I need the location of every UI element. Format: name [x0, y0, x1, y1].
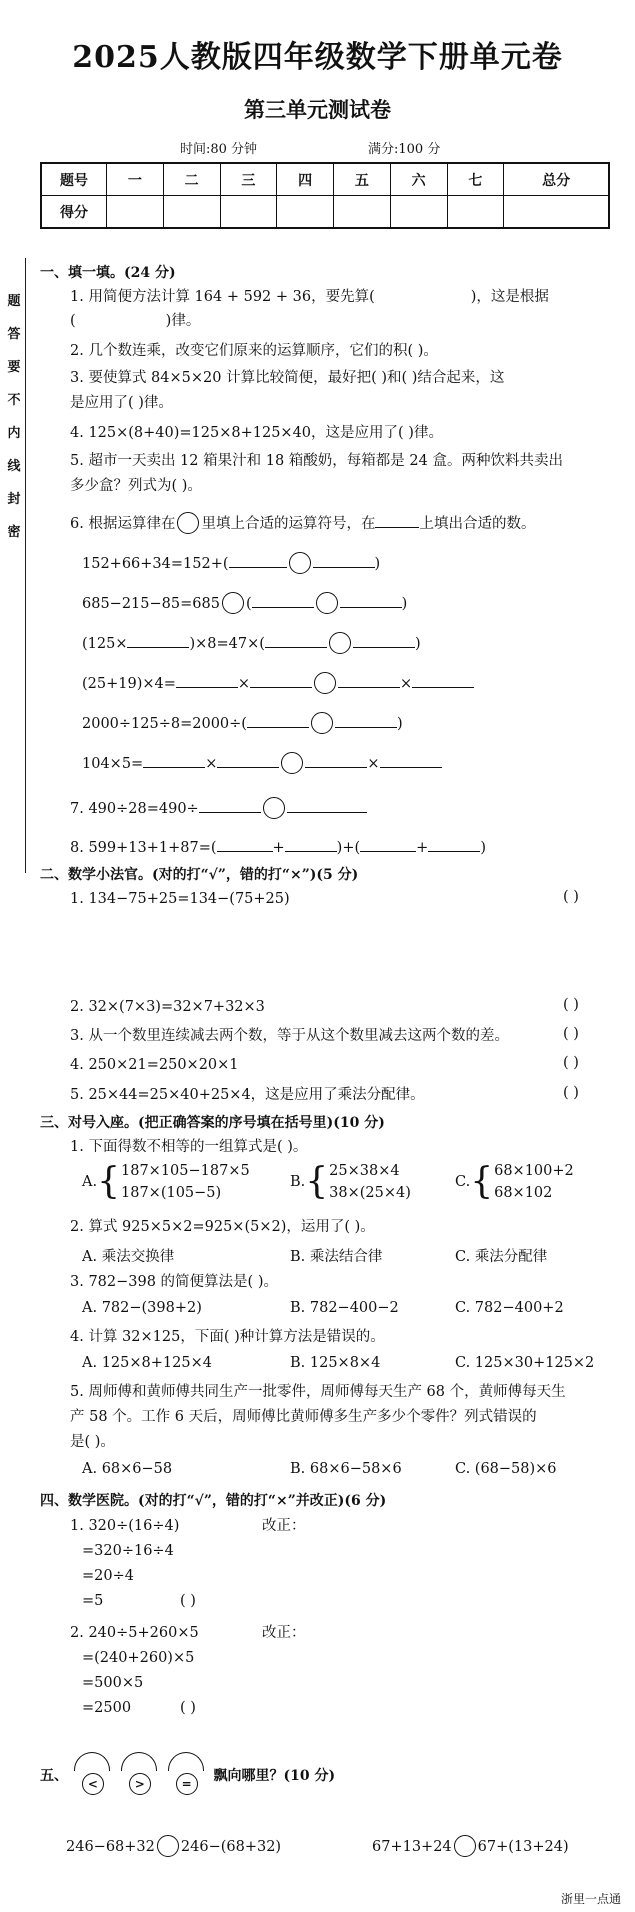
score-header-cell: 七 — [447, 163, 504, 196]
section-5-heading — [40, 1752, 335, 1798]
brace-icon: { — [97, 1161, 120, 1202]
compare-circle[interactable] — [454, 1835, 476, 1857]
score-cell[interactable] — [334, 196, 391, 229]
page-title: 2025人教版四年级数学下册单元卷 — [72, 40, 563, 75]
s1-q6 — [70, 513, 535, 535]
s3-q1-option-c[interactable] — [455, 1160, 574, 1204]
s1-q4: 4. 125×(8+40)=125×8+125×40，这是应用了( )律。 — [70, 425, 443, 441]
answer-paren[interactable]: ( ) — [180, 1593, 196, 1609]
s4-p1-line: 1. 320÷(16÷4) — [70, 1518, 180, 1534]
compare-circle[interactable] — [157, 1835, 179, 1857]
s1-q5-cont: 多少盒？列式为( )。 — [70, 478, 202, 494]
s1-q2: 2. 几个数连乘，改变它们原来的运算顺序，它们的积( )。 — [70, 343, 438, 359]
s1-eq6 — [82, 753, 442, 775]
s1-q1-text-b: )，这是根据 — [470, 289, 549, 305]
eq-text: 152+66+34=152+( — [82, 556, 229, 572]
balloon-less-than-icon — [73, 1752, 111, 1798]
s1-q8-text: 8. 599+13+1+87=( — [70, 840, 217, 856]
eq-text: 104×5= — [82, 756, 144, 772]
score-row-label: 得分 — [41, 196, 107, 229]
s5-compare-2 — [372, 1836, 569, 1858]
s1-q5: 5. 超市一天卖出 12 箱果汁和 18 箱酸奶，每箱都是 24 盒。两种饮料共卖出 — [70, 453, 563, 469]
answer-paren[interactable]: ( ) — [563, 997, 579, 1013]
circle-blank[interactable] — [281, 752, 303, 774]
s1-q1-text: 1. 用简便方法计算 164 + 592 + 36，要先算( — [70, 289, 375, 305]
s1-eq4 — [82, 673, 474, 695]
s1-q3: 3. 要使算式 84×5×20 计算比较简便，最好把( )和( )结合起来，这 — [70, 370, 505, 386]
circle-blank[interactable] — [289, 552, 311, 574]
seal-char: 线 — [7, 459, 21, 474]
balloon-symbol: > — [129, 1773, 151, 1795]
seal-char: 答 — [7, 327, 21, 342]
s3-q1-option-a[interactable] — [82, 1160, 250, 1204]
option-letter: C. — [455, 1174, 471, 1190]
eq-paren: ( — [354, 840, 361, 856]
answer-blank[interactable] — [287, 812, 367, 813]
option-letter: B. — [290, 1174, 306, 1190]
eq-text: 2000÷125÷8=2000÷( — [82, 716, 247, 732]
eq-paren: ) — [414, 636, 421, 652]
score-table-row — [41, 196, 609, 229]
balloon-greater-than-icon — [120, 1752, 158, 1798]
option-line: 68×102 — [494, 1185, 553, 1201]
s1-q7-text: 7. 490÷28=490÷ — [70, 801, 199, 817]
eq-op: + — [272, 840, 285, 856]
s4-p2-fix-label: 改正： — [262, 1625, 306, 1641]
s3-q4-option-c[interactable]: C. 125×30+125×2 — [455, 1355, 595, 1371]
answer-blank[interactable] — [353, 647, 415, 648]
score-cell[interactable] — [447, 196, 504, 229]
circle-blank[interactable] — [329, 632, 351, 654]
s3-q2-option-b[interactable]: B. 乘法结合律 — [290, 1249, 383, 1265]
brace-icon: { — [470, 1161, 494, 1202]
answer-blank[interactable] — [360, 851, 416, 852]
eq-paren: ) — [480, 840, 486, 856]
score-table — [40, 162, 610, 229]
s3-q5-cont: 产 58 个。工作 6 天后，周师傅比黄师傅多生产多少个零件？列式错误的 — [70, 1409, 537, 1425]
score-header-cell: 一 — [107, 163, 164, 196]
eq-paren: ) — [336, 840, 343, 856]
s3-q3-option-a[interactable]: A. 782−(398+2) — [82, 1300, 202, 1316]
s4-p1-fix-label: 改正： — [262, 1518, 306, 1534]
s1-eq1 — [82, 553, 380, 575]
answer-blank[interactable] — [335, 727, 397, 728]
eq-paren: ) — [401, 596, 408, 612]
section-5-label: 五、 — [40, 1768, 68, 1784]
s1-eq3 — [82, 633, 421, 655]
s1-q1 — [70, 287, 549, 307]
s3-q3-option-b[interactable]: B. 782−400−2 — [290, 1300, 399, 1316]
eq-text-b: )×8=47×( — [189, 636, 265, 652]
brace-icon: { — [305, 1161, 329, 1202]
compare-right: 246−(68+32) — [180, 1839, 282, 1855]
eq-op: × — [237, 676, 251, 692]
answer-paren[interactable]: ( ) — [563, 1055, 579, 1071]
score-cell[interactable] — [163, 196, 220, 229]
s4-p2-line: =500×5 — [82, 1675, 144, 1691]
answer-blank[interactable] — [250, 687, 312, 688]
answer-blank[interactable] — [313, 567, 375, 568]
eq-op: × — [205, 756, 218, 772]
answer-blank[interactable] — [229, 567, 287, 568]
answer-blank[interactable] — [338, 687, 400, 688]
s1-q1-text-d: )律。 — [165, 313, 201, 329]
answer-blank[interactable] — [305, 767, 367, 768]
circle-blank[interactable] — [311, 712, 333, 734]
compare-right: 67+(13+24) — [477, 1839, 569, 1855]
section-2-heading: 二、数学小法官。(对的打“√”，错的打“×”)(5 分) — [40, 867, 359, 883]
section-4-heading: 四、数学医院。(对的打“√”，错的打“×”并改正)(6 分) — [40, 1493, 387, 1509]
answer-paren[interactable]: ( ) — [180, 1700, 196, 1716]
s1-eq2 — [82, 593, 407, 615]
s4-p2-line: =2500 — [82, 1700, 132, 1716]
s4-p2-line: =(240+260)×5 — [82, 1650, 195, 1666]
answer-paren[interactable]: ( ) — [563, 889, 579, 905]
seal-char: 内 — [7, 426, 21, 441]
answer-blank[interactable] — [143, 767, 205, 768]
s4-p1-line: =5 — [82, 1593, 104, 1609]
answer-blank[interactable] — [247, 727, 309, 728]
score-cell[interactable] — [390, 196, 447, 229]
s5-compare-1 — [66, 1836, 281, 1858]
s3-q4-option-b[interactable]: B. 125×8×4 — [290, 1355, 381, 1371]
s3-q1: 1. 下面得数不相等的一组算式是( )。 — [70, 1139, 308, 1155]
s2-item: 3. 从一个数里连续减去两个数，等于从这个数里减去这两个数的差。 — [70, 1028, 509, 1044]
answer-paren[interactable]: ( ) — [563, 1026, 579, 1042]
answer-blank[interactable] — [380, 767, 442, 768]
score-table-header-row — [41, 163, 609, 196]
option-letter: A. — [82, 1174, 98, 1190]
s2-item: 4. 250×21=250×20×1 — [70, 1057, 239, 1073]
answer-blank[interactable] — [285, 851, 337, 852]
option-line: 187×(105−5) — [121, 1185, 222, 1201]
s3-q5-option-b[interactable]: B. 68×6−58×6 — [290, 1461, 402, 1477]
s3-q3-option-c[interactable]: C. 782−400+2 — [455, 1300, 564, 1316]
s1-eq5 — [82, 713, 403, 735]
s2-item: 1. 134−75+25=134−(75+25) — [70, 891, 290, 907]
s1-q6-text-c: 上填出合适的数。 — [419, 516, 536, 532]
s3-q3: 3. 782−398 的简便算法是( )。 — [70, 1274, 278, 1290]
seal-char: 密 — [7, 525, 21, 540]
eq-paren: ) — [374, 556, 381, 572]
s2-item: 5. 25×44=25×40+25×4，这是应用了乘法分配律。 — [70, 1087, 425, 1103]
compare-left: 246−68+32 — [66, 1839, 155, 1855]
circle-blank[interactable] — [263, 797, 285, 819]
option-line: 187×105−187×5 — [121, 1163, 250, 1179]
balloon-equals-icon — [167, 1752, 205, 1798]
score-header-cell: 题号 — [41, 163, 107, 196]
section-1-heading: 一、填一填。(24 分) — [40, 265, 176, 281]
score-cell[interactable] — [504, 196, 609, 229]
eq-text: (25+19)×4= — [82, 676, 176, 692]
s3-q2-option-c[interactable]: C. 乘法分配律 — [455, 1249, 548, 1265]
footer-watermark: 浙里一点通 — [560, 1892, 621, 1906]
option-line: 68×100+2 — [494, 1163, 574, 1179]
circle-blank[interactable] — [177, 512, 199, 534]
s3-q5-option-a[interactable]: A. 68×6−58 — [82, 1461, 173, 1477]
answer-blank[interactable] — [176, 687, 238, 688]
eq-op: + — [342, 840, 355, 856]
score-cell[interactable] — [220, 196, 277, 229]
seal-line — [25, 258, 26, 873]
option-line: 25×38×4 — [329, 1163, 400, 1179]
s1-q6-text-b: 里填上合适的运算符号，在 — [201, 516, 376, 532]
s3-q2: 2. 算式 925×5×2=925×(5×2)，运用了( )。 — [70, 1219, 375, 1235]
answer-blank[interactable] — [127, 647, 189, 648]
exam-full-score: 满分:100 分 — [368, 142, 441, 157]
circle-blank[interactable] — [314, 672, 336, 694]
seal-char: 题 — [7, 294, 21, 309]
score-header-cell: 六 — [390, 163, 447, 196]
circle-blank[interactable] — [316, 592, 338, 614]
seal-line-text — [6, 295, 22, 559]
answer-blank[interactable] — [199, 812, 261, 813]
s3-q1-option-b[interactable] — [290, 1160, 411, 1204]
option-line: 38×(25×4) — [329, 1185, 411, 1201]
s1-q1-text-c: ( — [70, 313, 76, 329]
s3-q5: 5. 周师傅和黄师傅共同生产一批零件，周师傅每天生产 68 个，黄师傅每天生 — [70, 1384, 566, 1400]
seal-char: 要 — [7, 360, 21, 375]
s4-p1-line: =320÷16÷4 — [82, 1543, 174, 1559]
eq-paren: ) — [396, 716, 403, 732]
answer-blank[interactable] — [217, 767, 279, 768]
compare-left: 67+13+24 — [372, 1839, 452, 1855]
s3-q4-option-a[interactable]: A. 125×8+125×4 — [82, 1355, 212, 1371]
s2-item: 2. 32×(7×3)=32×7+32×3 — [70, 999, 265, 1015]
section-3-heading: 三、对号入座。(把正确答案的序号填在括号里)(10 分) — [40, 1115, 385, 1131]
s1-q7 — [70, 798, 367, 820]
seal-char: 不 — [7, 393, 21, 408]
answer-paren[interactable]: ( ) — [563, 1085, 579, 1101]
circle-blank[interactable] — [222, 592, 244, 614]
score-header-cell: 二 — [163, 163, 220, 196]
score-header-cell: 五 — [334, 163, 391, 196]
balloon-symbol: = — [176, 1773, 198, 1795]
answer-blank[interactable] — [340, 607, 402, 608]
eq-paren: ( — [245, 596, 252, 612]
answer-blank[interactable] — [428, 851, 480, 852]
section-5-title: 飘向哪里？(10 分) — [213, 1768, 336, 1784]
answer-blank[interactable] — [412, 687, 474, 688]
score-header-cell: 三 — [220, 163, 277, 196]
blank-line — [375, 527, 419, 528]
score-cell[interactable] — [277, 196, 334, 229]
s3-q5-option-c[interactable]: C. (68−58)×6 — [455, 1461, 557, 1477]
answer-blank[interactable] — [217, 851, 273, 852]
answer-blank[interactable] — [252, 607, 314, 608]
eq-op: × — [367, 756, 380, 772]
exam-time: 时间:80 分钟 — [180, 142, 258, 157]
s1-q8 — [70, 838, 486, 858]
s3-q4: 4. 计算 32×125，下面( )种计算方法是错误的。 — [70, 1329, 385, 1345]
eq-text: 685−215−85=685 — [82, 596, 220, 612]
s3-q2-option-a[interactable]: A. 乘法交换律 — [82, 1249, 175, 1265]
eq-op: + — [416, 840, 429, 856]
eq-text: (125× — [82, 636, 128, 652]
answer-blank[interactable] — [265, 647, 327, 648]
s3-q5-cont2: 是( )。 — [70, 1434, 115, 1450]
s1-q1-cont — [70, 311, 200, 331]
s4-p1-line: =20÷4 — [82, 1568, 134, 1584]
s4-p2-line: 2. 240÷5+260×5 — [70, 1625, 199, 1641]
score-header-cell: 总分 — [504, 163, 609, 196]
seal-char: 封 — [7, 492, 21, 507]
page-subtitle: 第三单元测试卷 — [244, 97, 391, 122]
balloon-symbol: < — [82, 1773, 104, 1795]
score-cell[interactable] — [107, 196, 164, 229]
s1-q3-cont: 是应用了( )律。 — [70, 395, 173, 411]
score-header-cell: 四 — [277, 163, 334, 196]
eq-op: × — [400, 676, 413, 692]
s1-q6-text: 6. 根据运算律在 — [70, 516, 176, 532]
